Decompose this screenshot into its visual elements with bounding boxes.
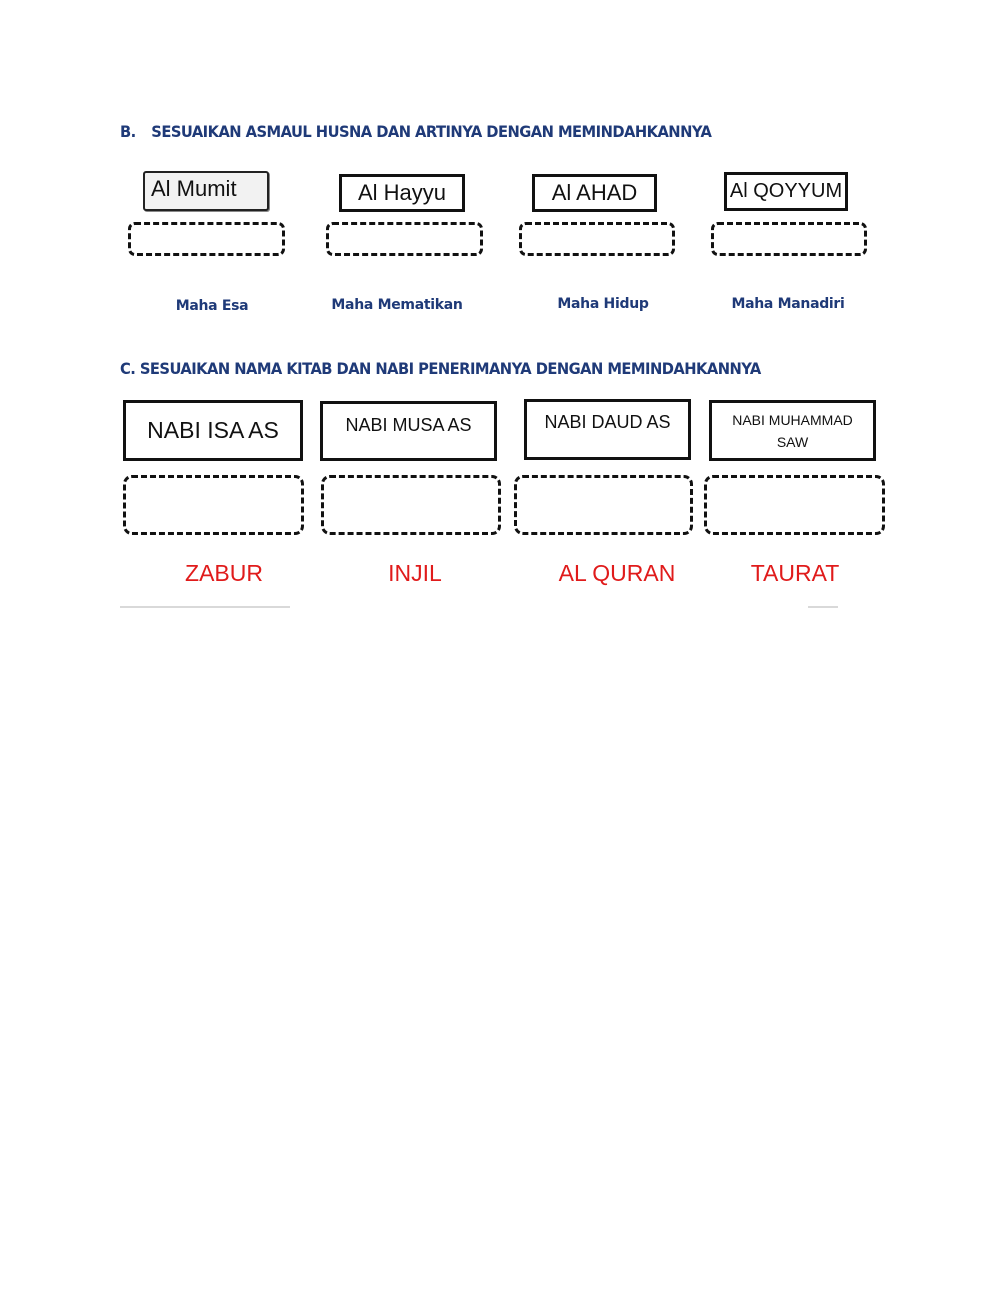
- drop-zone-c2[interactable]: [321, 475, 501, 535]
- card-label: Al AHAD: [551, 180, 638, 205]
- meaning-maha-mematikan: Maha Mematikan: [331, 297, 463, 313]
- drop-zone-b3[interactable]: [519, 222, 675, 256]
- asmaul-husna-card-al-qoyyum[interactable]: [724, 172, 848, 211]
- prophet-card-nabi-isa[interactable]: [123, 400, 303, 461]
- card-label: Al Hayyu: [357, 180, 447, 205]
- asmaul-husna-card-al-ahad[interactable]: [532, 174, 657, 212]
- section-b-letter: B.: [120, 122, 136, 141]
- section-b-heading: [120, 122, 711, 141]
- card-label: NABI ISA AS: [147, 417, 279, 443]
- book-zabur: ZABUR: [185, 560, 263, 586]
- card-label: Al Mumit: [151, 176, 237, 201]
- asmaul-husna-card-al-mumit[interactable]: [143, 171, 269, 211]
- prophet-card-nabi-musa[interactable]: [320, 401, 497, 461]
- meaning-maha-manadiri: Maha Manadiri: [731, 296, 845, 312]
- drop-zone-b4[interactable]: [711, 222, 867, 256]
- meaning-maha-esa: Maha Esa: [175, 298, 249, 314]
- meaning-maha-hidup: Maha Hidup: [557, 296, 649, 312]
- book-taurat: TAURAT: [750, 560, 840, 586]
- card-label: Al QOYYUM: [729, 180, 843, 202]
- prophet-card-nabi-muhammad[interactable]: [709, 400, 876, 461]
- section-b-title: SESUAIKAN ASMAUL HUSNA DAN ARTINYA DENGAN MEMINDAHKANNYA: [151, 122, 712, 141]
- section-c-heading: C. SESUAIKAN NAMA KITAB DAN NABI PENERIMANYA DENGAN MEMINDAHKANNYA: [120, 359, 761, 378]
- book-injil: INJIL: [388, 560, 442, 586]
- book-al-quran: AL QURAN: [558, 560, 676, 586]
- cropped-edge-divider: [120, 606, 290, 608]
- cropped-edge-divider: [808, 606, 838, 608]
- card-label: NABI DAUD AS: [544, 412, 671, 432]
- card-label: NABI MUHAMMAD SAW: [732, 411, 853, 450]
- drop-zone-b2[interactable]: [326, 222, 483, 256]
- prophet-card-nabi-daud[interactable]: [524, 399, 691, 460]
- drop-zone-c4[interactable]: [704, 475, 885, 535]
- asmaul-husna-card-al-hayyu[interactable]: [339, 174, 465, 212]
- drop-zone-b1[interactable]: [128, 222, 285, 256]
- drop-zone-c3[interactable]: [514, 475, 693, 535]
- drop-zone-c1[interactable]: [123, 475, 304, 535]
- card-label: NABI MUSA AS: [345, 415, 472, 435]
